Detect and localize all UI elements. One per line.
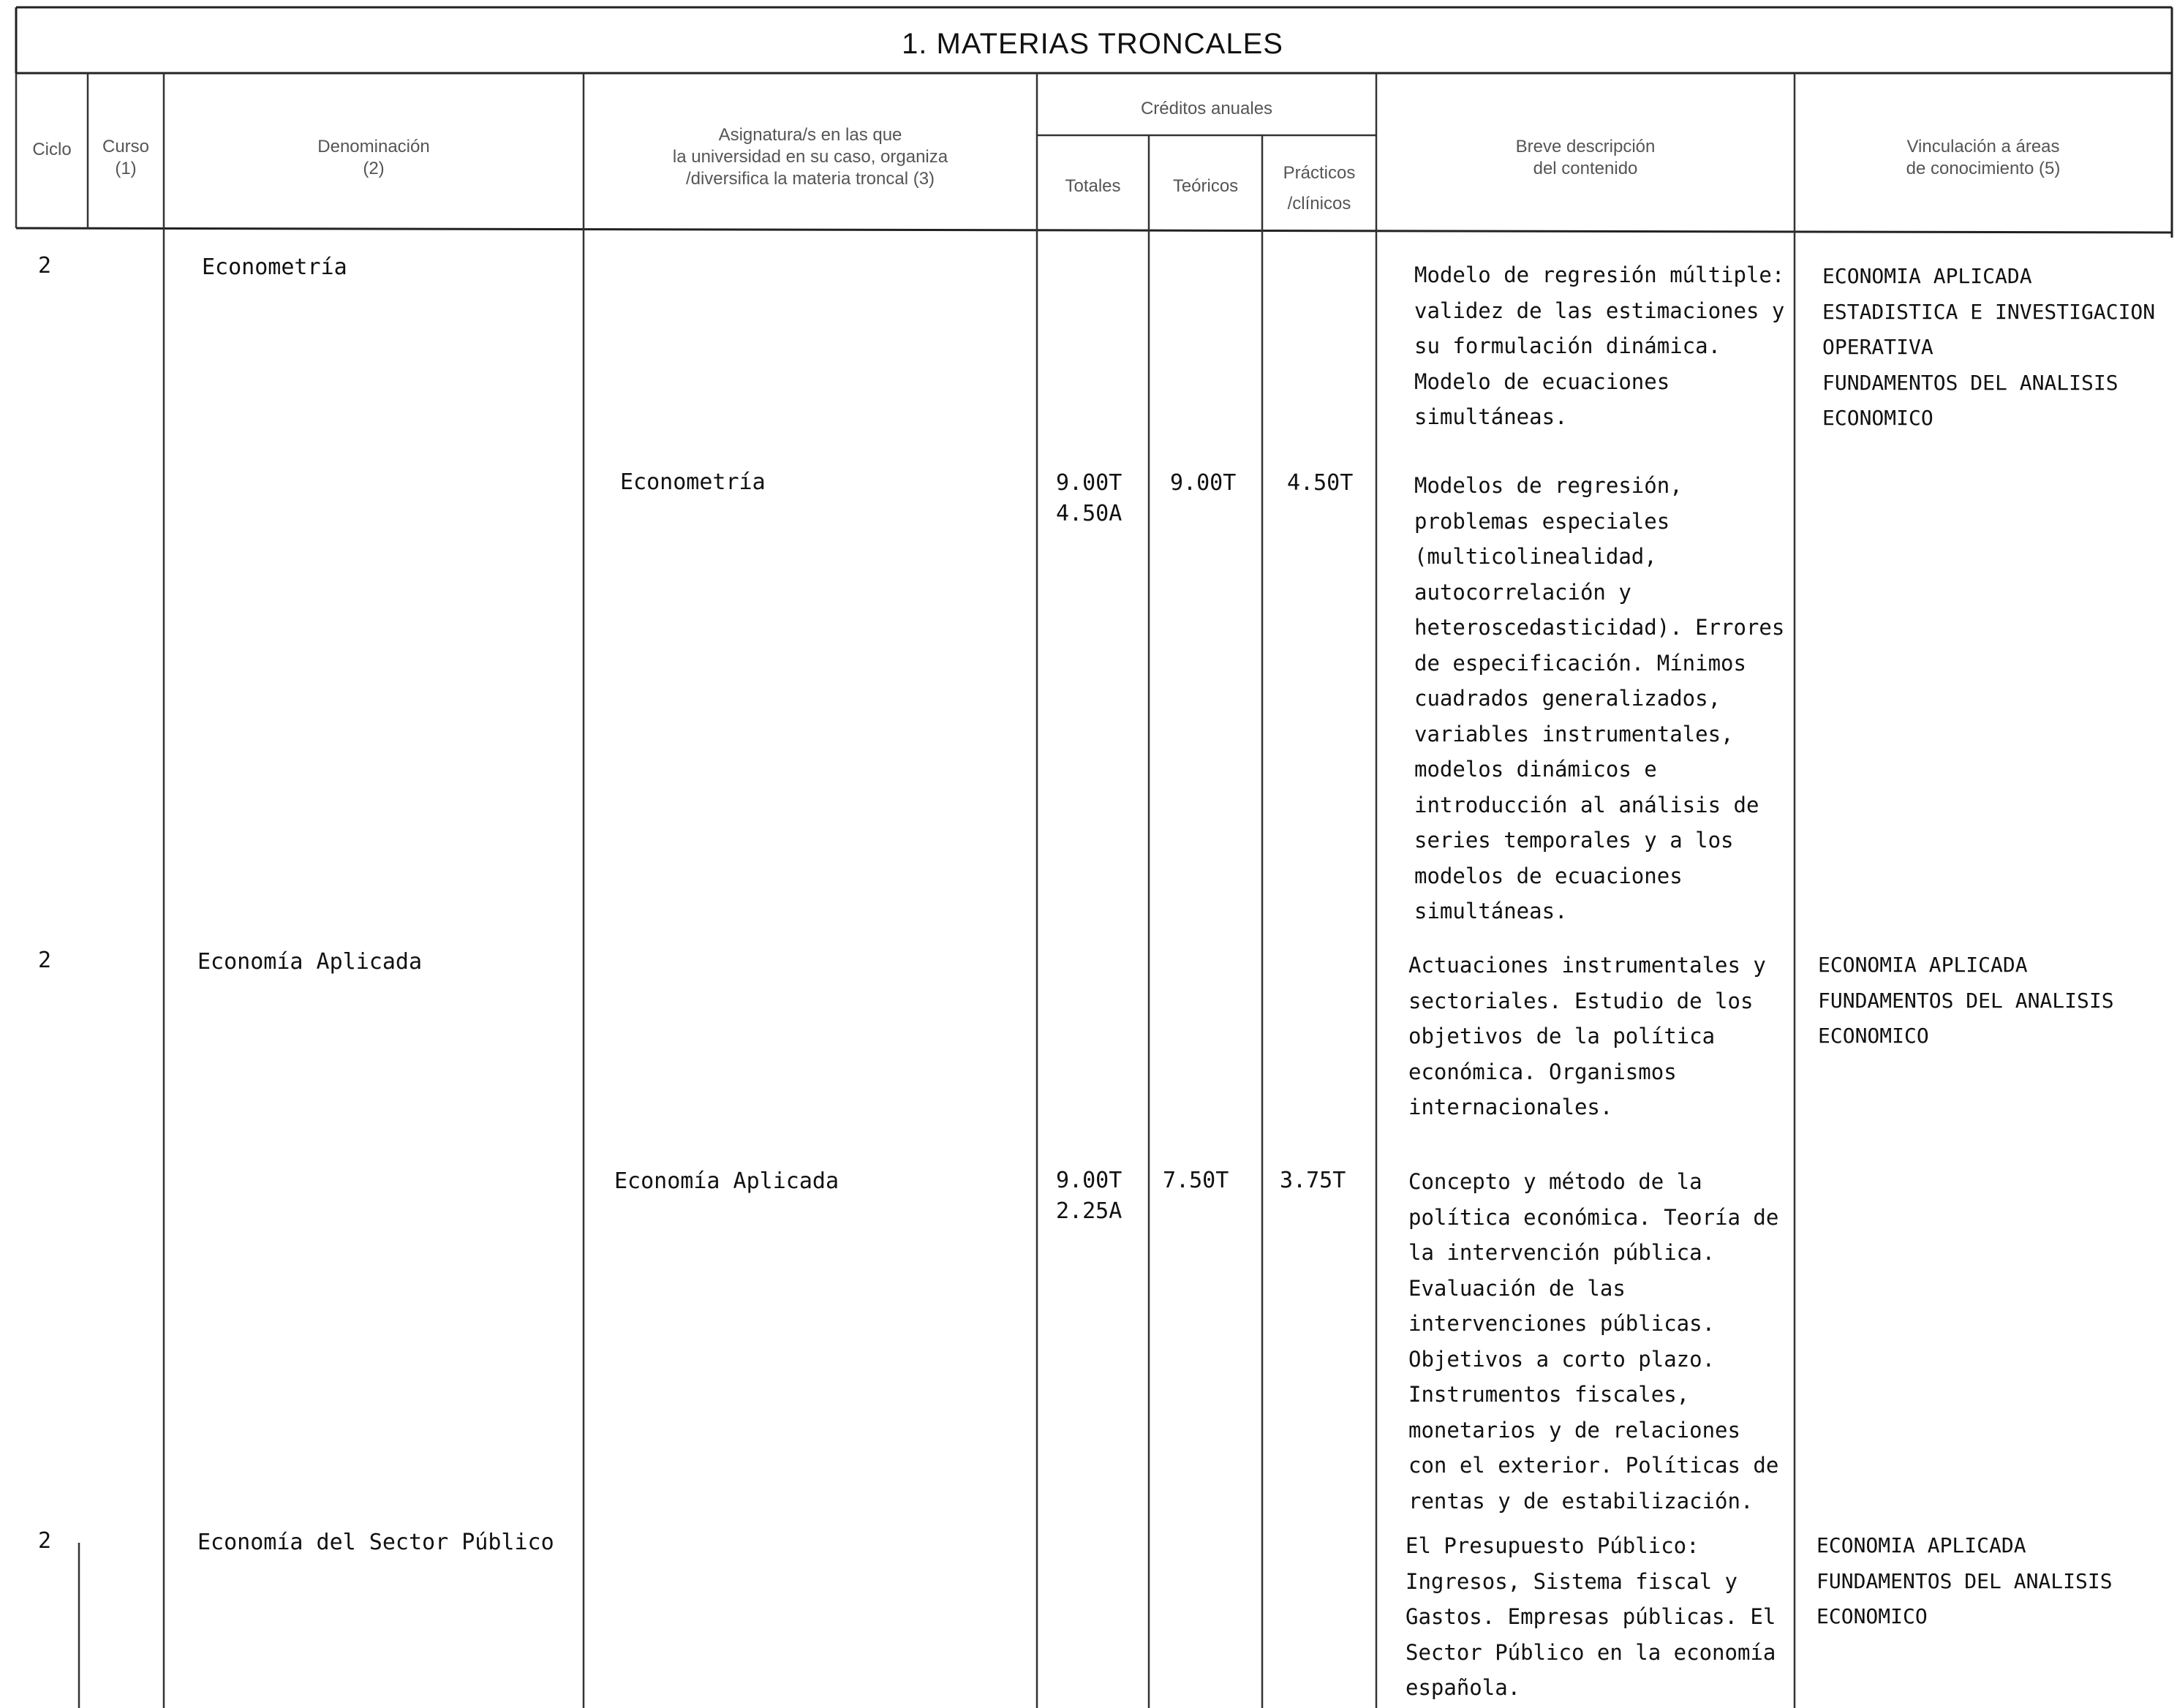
row-areas: ECONOMIA APLICADA ESTADISTICA E INVESTIGACION OPERATIVA FUNDAMENTOS DEL ANALISIS ECONOMICO <box>1822 264 2156 430</box>
row-asignatura: Economía Aplicada <box>614 1168 840 1194</box>
row-asignatura: Econometría <box>620 469 766 495</box>
row-areas: ECONOMIA APLICADA FUNDAMENTOS DEL ANALISIS ECONOMICO <box>1818 953 2114 1048</box>
header-totales: Totales <box>1065 176 1121 196</box>
row-teoricos: 9.00T <box>1170 470 1237 496</box>
row-descripcion: Modelo de regresión múltiple: validez de las estimaciones y su formulación dinámica. Modelo de ecuaciones simultáneas. <box>1414 262 1785 429</box>
header-curso: Curso (1) <box>102 137 150 178</box>
page-title: 1. MATERIAS TRONCALES <box>902 28 1283 60</box>
row-descripcion: Modelos de regresión, problemas especiales (multicolinealidad, autocorrelación y heteroscedasticidad). Errores de especificación. Mínimos cuadrados generalizados, variables instrumentales, modelos dinámicos e introducción al análisis de series temporales y a los modelos de ecuaciones simultáneas. <box>1414 473 1785 923</box>
header-asignaturas: Asignatura/s en las que la universidad en su caso, organiza /diversifica la materia troncal (3) <box>672 125 948 189</box>
row-totales: 9.00T 4.50A <box>1056 470 1123 526</box>
row-ciclo: 2 <box>38 948 52 973</box>
row-ciclo: 2 <box>38 1528 52 1554</box>
header-denominacion: Denominación (2) <box>317 137 430 178</box>
row-teoricos: 7.50T <box>1163 1168 1229 1193</box>
header-vinculacion: Vinculación a áreas de conocimiento (5) <box>1906 137 2061 178</box>
header-practicos: Prácticos /clínicos <box>1283 163 1356 214</box>
row-descripcion: El Presupuesto Público: Ingresos, Sistema fiscal y Gastos. Empresas públicas. El Sector Público en la economía española. <box>1406 1533 1776 1700</box>
row-totales: 9.00T 2.25A <box>1056 1168 1123 1224</box>
row-areas: ECONOMIA APLICADA FUNDAMENTOS DEL ANALISIS ECONOMICO <box>1816 1533 2113 1628</box>
row-denominacion: Economía del Sector Público <box>197 1530 554 1555</box>
row-practicos: 4.50T <box>1287 470 1354 496</box>
header-teoricos: Teóricos <box>1172 176 1239 196</box>
header-creditos: Créditos anuales <box>1140 99 1273 118</box>
row-ciclo: 2 <box>38 253 52 279</box>
row-descripcion: Actuaciones instrumentales y sectoriales. Estudio de los objetivos de la política económica. Organismos internacionales. <box>1408 953 1766 1119</box>
row-descripcion: Concepto y método de la política económica. Teoría de la intervención pública. Evaluación de las intervenciones públicas. Objetivos a corto plazo. Instrumentos fiscales, monetarios y de relaciones con el exterior. Políticas de rentas y de estabilización. <box>1408 1169 1779 1514</box>
row-practicos: 3.75T <box>1280 1168 1346 1193</box>
row-denominacion: Econometría <box>202 254 347 280</box>
header-ciclo: Ciclo <box>32 140 72 159</box>
header-descripcion: Breve descripción del contenido <box>1515 137 1656 178</box>
row-denominacion: Economía Aplicada <box>197 949 423 975</box>
